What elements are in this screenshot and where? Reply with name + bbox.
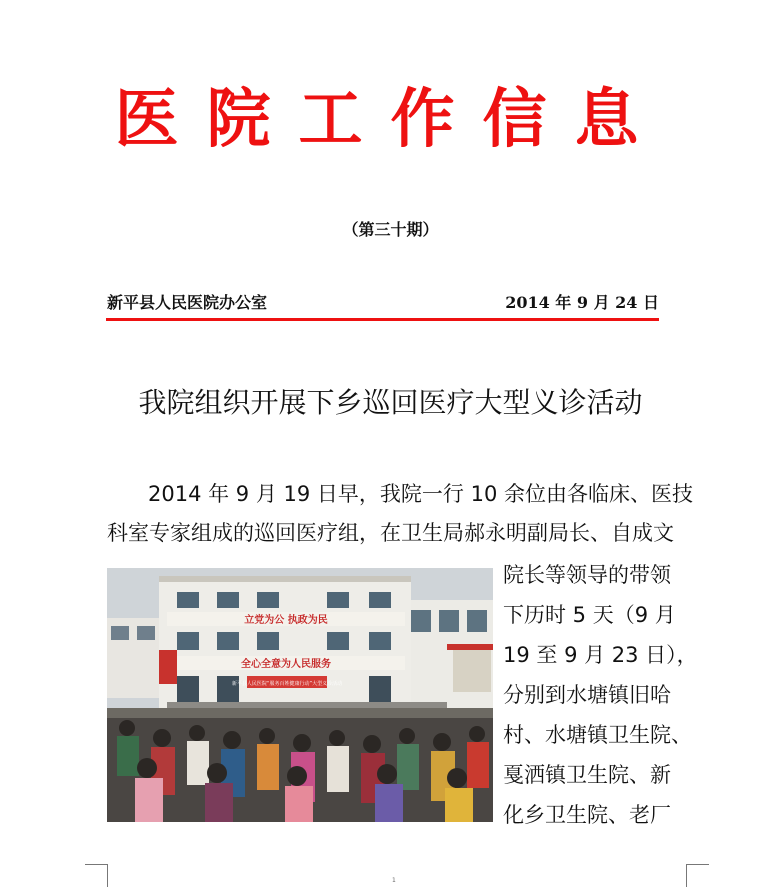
publish-date: 2014 年 9 月 24 日 bbox=[505, 293, 659, 312]
event-photo-illustration bbox=[107, 568, 493, 822]
publisher-org: 新平县人民医院办公室 bbox=[107, 293, 268, 312]
masthead-title: 医院工作信息 bbox=[114, 83, 667, 157]
issue-number: （第三十期） bbox=[342, 220, 439, 239]
article-line: 19 至 9 月 23 日）， bbox=[503, 643, 698, 667]
article-line: 化乡卫生院、老厂 bbox=[503, 803, 671, 827]
article-line: 2014 年 9 月 19 日早，我院一行 10 余位由各临床、医技 bbox=[148, 482, 693, 506]
page-corner-mark bbox=[686, 864, 709, 887]
page-corner-mark bbox=[85, 864, 108, 887]
article-line: 村、水塘镇卫生院、 bbox=[503, 723, 692, 747]
slogan-upper: 立党为公 执政为民 bbox=[244, 615, 328, 626]
article-line: 科室专家组成的巡回医疗组，在卫生局郝永明副局长、自成文 bbox=[107, 521, 674, 545]
crowd bbox=[107, 718, 493, 822]
header-divider bbox=[106, 318, 659, 321]
article-line: 分别到水塘镇旧哈 bbox=[503, 683, 671, 707]
article-line: 院长等领导的带领 bbox=[503, 563, 671, 587]
page-number: 1 bbox=[392, 877, 396, 884]
event-banner: 新平县人民医院“服务百姓健康行动”大型义诊活动 bbox=[231, 681, 343, 687]
event-photo bbox=[107, 568, 493, 822]
article-line: 下历时 5 天（9 月 bbox=[503, 603, 676, 627]
slogan-lower: 全心全意为人民服务 bbox=[241, 659, 331, 670]
article-line: 戛洒镇卫生院、新 bbox=[503, 763, 671, 787]
article-title: 我院组织开展下乡巡回医疗大型义诊活动 bbox=[138, 386, 643, 419]
